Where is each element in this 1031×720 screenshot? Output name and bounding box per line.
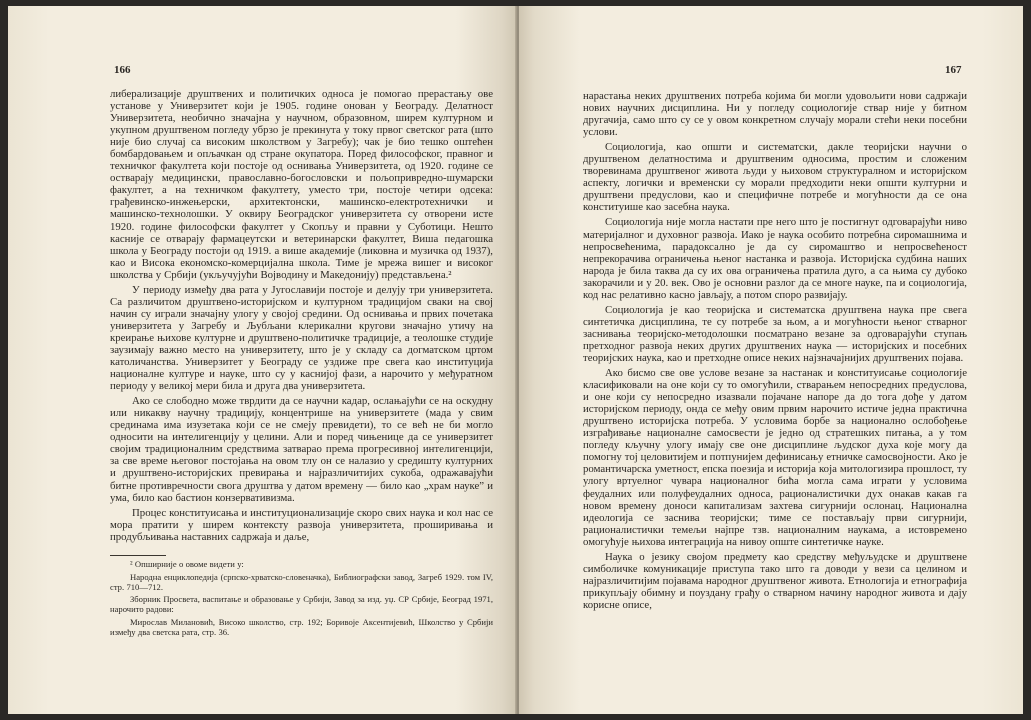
footnote: ² Опширније о овоме видети у: xyxy=(130,558,244,569)
paragraph: Ако бисмо све ове услове везане за настанак и конституисање социологије класификовали на оне који су то омогућили, стварањем непосредних предуслова, и оне који су непосредно изазвали појачане напоре да до тога дође у датом историјском периоду, онда се међу овим првим нарочито истиче једна практична друштвено историјска потреба. У условима борбе за национално ослобођење изграђивање националне самосвести је једно од стратешких питања, а у том погледу кључну улогу имају све оне дисциплине људског духа које могу да помогну тој целовитијем и потпунијем дефинисању етничке самосвојности. Ако је романтичарска уметност, епска поезија и историја која митологизира прошлост, ту улогу вртуелног чувара националног бића могла сама играти у условима феудалних или полуфеудалних односа, рационалистички дух онакав какав га новом времену доноси капитализам захтева сигурнији ослонац. Национална идеологија се заснива теоријски; тиме се постављају први сигурнији, рационалистички темељи најпре тзв. националним наукама, а истовремено омогућује њихова интеграција на нивоу опште синтетичке науке. xyxy=(583,367,967,548)
footnotes xyxy=(110,560,493,638)
page-number-right: 167 xyxy=(945,64,962,76)
right-page-text xyxy=(583,90,967,611)
footnote: Народна енциклопедија (српско-хрватско-словеначка), Библиографски завод, Загреб 1929. том IV, стр. 710—712. xyxy=(110,571,493,592)
paragraph: Социологија је као теоријска и систематска друштвена наука пре свега синтетичка дисциплина, те су потребе за њом, а и могућности њеног стварног заснивања теоријско-методолошки посматрано везане за одговарајући ступањ претходног развоја неких других друштвених наука — историјских и посебних теоријских наука, као и претходне описе неких најзначајнијих друштвених појава. xyxy=(583,303,967,364)
paragraph: нарастања неких друштвених потреба којима би могли удовољити нови садржаји нових научних дисциплина. Ни у погледу социологије ствар није у битном другачија, само што су се у овом конкретном случају морали стећи неки посебни услови. xyxy=(583,90,967,139)
footnote: Зборник Просвета, васпитање и образовање у Србији, Завод за изд. уџ. СР Србије, Београд 1971, нарочито радови: xyxy=(110,594,493,615)
paragraph: Наука о језику својом предмету као средству међуљудске и друштвене симболичке комуникације приступа тако што га доводи у вези са целином и најразличитијим појавама народног друштвеног живота. Етнологија и етнографија прикупљају обимну и поуздану грађу о стварном начину народног живота и дају корисне описе, xyxy=(583,550,967,611)
left-page xyxy=(8,6,517,714)
left-page-text xyxy=(110,88,493,638)
footnote-rule xyxy=(110,555,166,556)
paragraph: Процес конституисања и институционализације скоро свих наука и кол нас се мора пратити у ширем контексту развоја универзитета, проширивања и продубљивања наставних садржаја и даље, xyxy=(110,506,493,543)
footnote: Мирослав Милановић, Високо школство, стр. 192; Боривоје Аксентијевић, Школство у Србији између два светска рата, стр. 36. xyxy=(110,617,493,638)
paragraph: Социологија није могла настати пре него што је постигнут одговарајући ниво материјалног и духовног развоја. Иако је наука особито потребна сиромашнима и непросвећенима, парадоксално је да су сиромаштво и непросвећеност непрекорачива ограничења њеног настанка и развоја. Историјска судбина наших народа је била таква да су их ова ограничења пратила дуго, а са њима су дубоко закорачили и у 20. век. Ово је основни разлог да се многе науке, па и социологија, код нас релативно касно јављају, а потом споро развијају. xyxy=(583,216,967,301)
page-number-left: 166 xyxy=(114,64,131,76)
paragraph: У периоду између два рата у Југославији постоје и делују три универзитета. Са различитом друштвено-историјском и културном традицијом сваки на свој начин су играли значајну улогу у својој средини. Од оснивања и првих почетака универзитета у Загребу и Љубљани клерикални кругови значајно утичу на креирање њихове културне и друштвено-политичке традиције, а теолошке студије заузимају важно место на универзитету, што је у складу са догматском цртом католичанства. Универзитет у Београду се уздиже пре свега као институција националне културе и науке, што су у каснијој фази, а нарочито у међуратном периоду у великој мери била и друга два универзитета. xyxy=(110,283,493,393)
paragraph: либерализације друштвених и политичких односа је помогао прерастању ове установе у Универзитет који је 1905. године онован у Београду. Делатност Универзитета, необично значајна у научном, образовном, ширем културном и укупном друштвеном погледу убрзо је прекинута у току првог светског рата (што није био случај са високим школством у Загребу); чак је био тешко оштећен бомбардовањем и опљачкан од стране окупатора. Поред философског, правног и техничког факултета који постоје од оснивања Универзитета, од 1920. године се остварају медицински, православно-богословски и пољопривредно-шумарски факултет, а на техничком факултету, уместо три, постоје четири одсека: грађевинско-инжењерски, архитектонски, машинско-електротехнички и машинско-технолошки. У оквиру Београдског универзитета су отворени исте 1920. године философски факултет у Скопљу и правни у Суботици. Нешто касније се отварају фармацеутски и ветеринарски факултет, Виша педагошка школа у Београду постоји од 1919. а више академије (ликовна и музичка од 1937), као и Висока економско-комерцијална школа. Тиме је мрежа вишег и високог школства у Србији (укључујући Војводину и Македонију) представљена.² xyxy=(110,88,493,281)
paragraph: Социологија, као општи и систематски, дакле теоријски научни о друштвеном делатностима и друштвеним односима, простим и сложеним творевинама друштвеног живота људи у њиховом структуралном и историјском аспекту, логички и временски су морали предходити неки општи културни и друштвени предуслови, као и специфичне потребе и могућности да се она конституише као засебна наука. xyxy=(583,141,967,214)
paragraph: Ако се слободно може тврдити да се научни кадар, ослањајући се на оскудну или никакву научну традицију, концентрише на универзитете (мада у свим срединама има изузетака који се не смеју превидети), то се већ не би могло односити на интелигенцију у целини. Али и поред чињенице да се универзитет својим традиционалним средствима затварао према прогресивној интелигенцији, за све време његовог постојања на овом тлу он се налазио у средишту културних и друштвено-историјских превирања и најразличитијих сукоба, одражавајући битне противречности свога друштва у датом времену — било као „храм науке” и ума, било као бастион конзервативизма. xyxy=(110,395,493,504)
right-page xyxy=(519,6,1023,714)
